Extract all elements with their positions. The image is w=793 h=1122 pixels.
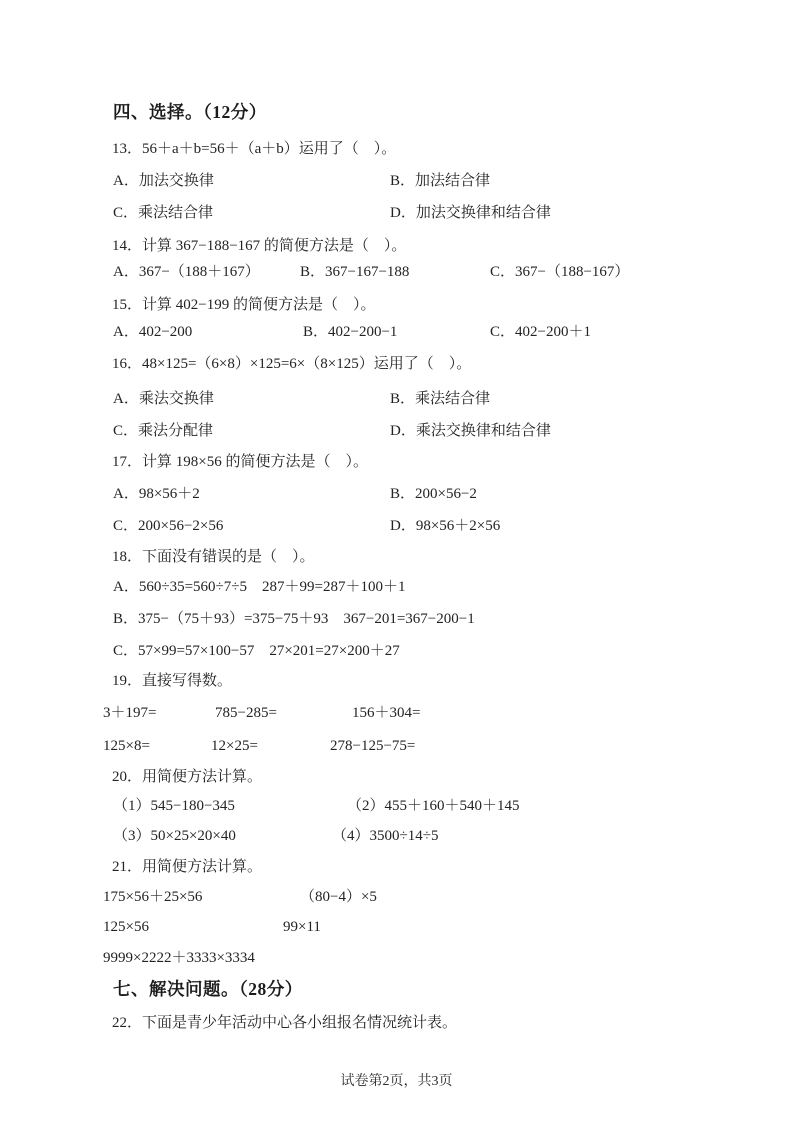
- question-14-option-a: A．367−（188＋167）: [113, 264, 260, 280]
- question-15-options-row: [0, 322, 793, 344]
- question-21-row-1: [0, 887, 793, 909]
- question-16-options-row-1: [0, 389, 793, 411]
- question-21-row-2: [0, 917, 793, 939]
- question-19-row-2: [0, 736, 793, 758]
- question-18-option-a: A．560÷35=560÷7÷5 287＋99=287＋100＋1: [113, 579, 406, 595]
- question-21-item-3: 125×56: [103, 919, 149, 935]
- question-20-item-4: （4）3500÷14÷5: [332, 828, 439, 844]
- question-20-row-1: [0, 796, 793, 818]
- question-18-stem: 18．下面没有错误的是（ ）。: [112, 549, 315, 565]
- question-13-stem: 13．56＋a＋b=56＋（a＋b）运用了（ ）。: [112, 141, 397, 157]
- question-20-item-2: （2）455＋160＋540＋145: [347, 798, 520, 814]
- question-14-option-c: C．367−（188−167）: [490, 264, 630, 280]
- question-21-item-1: 175×56＋25×56: [103, 889, 203, 905]
- question-19-item-6: 278−125−75=: [330, 738, 416, 754]
- question-13-option-d: D．加法交换律和结合律: [390, 205, 551, 221]
- question-17-options-row-1: [0, 484, 793, 506]
- question-13-options-row-1: [0, 171, 793, 193]
- question-16-options-row-2: [0, 421, 793, 443]
- question-16-option-c: C．乘法分配律: [113, 423, 214, 439]
- question-13-option-b: B．加法结合律: [390, 173, 491, 189]
- question-21-item-4: 99×11: [283, 919, 321, 935]
- question-17-option-c: C．200×56−2×56: [113, 518, 224, 534]
- question-19-item-3: 156＋304=: [352, 705, 421, 721]
- question-19-stem: 19．直接写得数。: [112, 673, 233, 689]
- question-21-stem: 21．用简便方法计算。: [112, 859, 263, 875]
- question-20-row-2: [0, 826, 793, 848]
- question-16-option-b: B．乘法结合律: [390, 391, 491, 407]
- question-17-stem: 17．计算 198×56 的简便方法是（ ）。: [112, 454, 368, 470]
- question-18-option-b: B．375−（75＋93）=375−75＋93 367−201=367−200−1: [113, 611, 475, 627]
- question-19-item-2: 785−285=: [215, 705, 277, 721]
- page-footer: 试卷第2页，共3页: [340, 1074, 453, 1089]
- section-4-title: 四、选择。（12分）: [113, 102, 267, 122]
- question-17-option-a: A．98×56＋2: [113, 486, 200, 502]
- question-17-option-d: D．98×56＋2×56: [390, 518, 501, 534]
- question-13-option-a: A．加法交换律: [113, 173, 214, 189]
- question-16-option-d: D．乘法交换律和结合律: [390, 423, 551, 439]
- question-13-options-row-2: [0, 203, 793, 225]
- question-17-options-row-2: [0, 516, 793, 538]
- question-20-item-1: （1）545−180−345: [113, 798, 235, 814]
- question-16-stem: 16．48×125=（6×8）×125=6×（8×125）运用了（ ）。: [112, 356, 472, 372]
- question-14-stem: 14．计算 367−188−167 的简便方法是（ ）。: [112, 238, 407, 254]
- question-17-option-b: B．200×56−2: [390, 486, 477, 502]
- question-20-stem: 20．用简便方法计算。: [112, 769, 263, 785]
- question-15-option-c: C．402−200＋1: [490, 324, 591, 340]
- question-22-stem: 22．下面是青少年活动中心各小组报名情况统计表。: [112, 1015, 458, 1031]
- question-15-option-b: B．402−200−1: [303, 324, 398, 340]
- question-21-item-5: 9999×2222＋3333×3334: [103, 950, 255, 966]
- question-13-option-c: C．乘法结合律: [113, 205, 214, 221]
- question-16-option-a: A．乘法交换律: [113, 391, 214, 407]
- question-20-item-3: （3）50×25×20×40: [113, 828, 236, 844]
- question-14-option-b: B．367−167−188: [300, 264, 410, 280]
- question-19-item-1: 3＋197=: [103, 705, 157, 721]
- question-21-item-2: （80−4）×5: [300, 889, 377, 905]
- question-18-option-c: C．57×99=57×100−57 27×201=27×200＋27: [113, 643, 400, 659]
- section-7-title: 七、解决问题。（28分）: [113, 979, 303, 999]
- question-15-option-a: A．402−200: [113, 324, 193, 340]
- question-19-row-1: [0, 703, 793, 725]
- question-19-item-4: 125×8=: [103, 738, 150, 754]
- question-15-stem: 15．计算 402−199 的简便方法是（ ）。: [112, 297, 376, 313]
- question-14-options-row: [0, 262, 793, 284]
- question-19-item-5: 12×25=: [211, 738, 258, 754]
